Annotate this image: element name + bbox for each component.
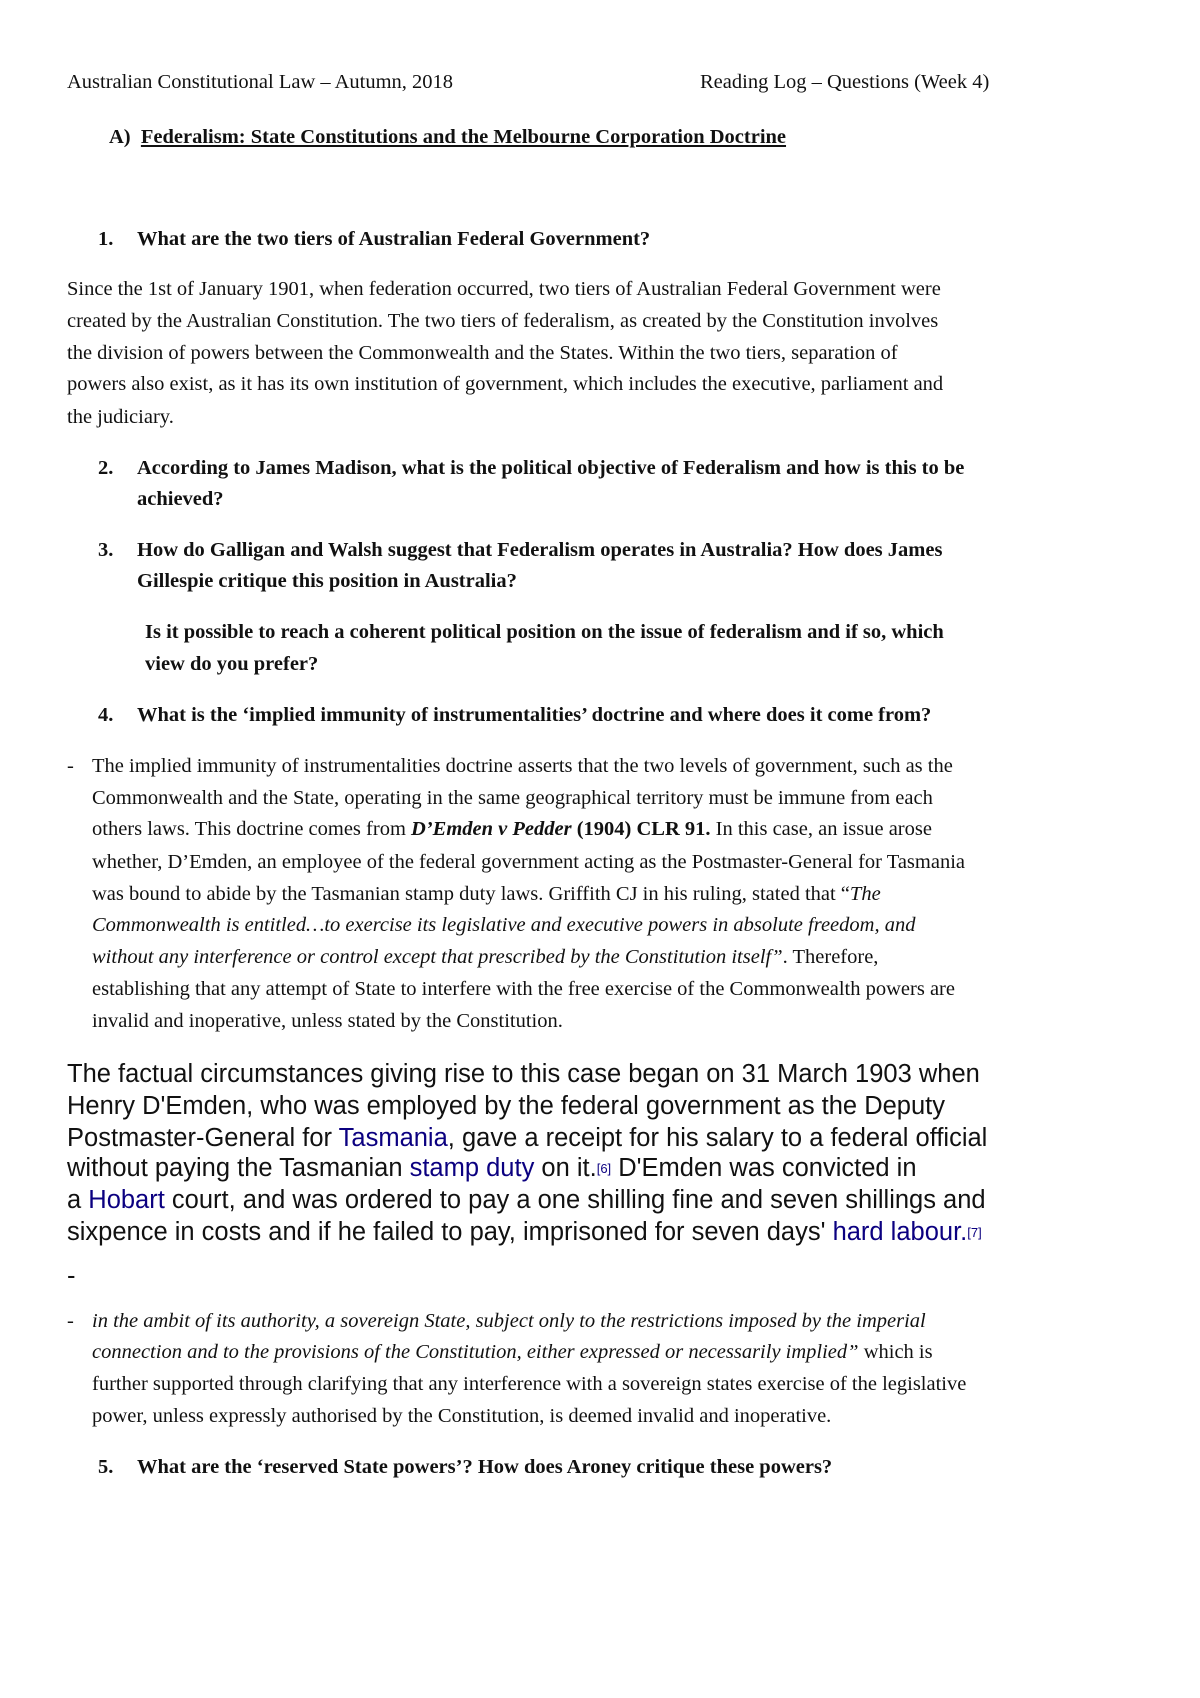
question-3-sub-line: Is it possible to reach a coherent political position on the issue of federalism and if so, which xyxy=(145,621,944,643)
pasted-line xyxy=(67,1123,987,1153)
link-stamp-duty[interactable]: stamp duty xyxy=(409,1154,535,1182)
text: which is xyxy=(858,1341,933,1363)
answer-4-line xyxy=(92,816,932,842)
answer-4b-line: in the ambit of its authority, a sovereign State, subject only to the restrictions imposed by the imperial xyxy=(92,1310,926,1332)
pasted-line: Henry D'Emden, who was employed by the federal government as the Deputy xyxy=(67,1092,945,1120)
answer-1-line: the judiciary. xyxy=(67,406,174,428)
quote-text: without any interference or control except that prescribed by the Constitution itself” xyxy=(92,946,783,968)
link-tasmania[interactable]: Tasmania xyxy=(338,1124,448,1152)
header-left: Australian Constitutional Law – Autumn, 2018 xyxy=(67,71,454,93)
text: court, and was ordered to pay a one shilling fine and seven shillings and xyxy=(164,1186,986,1214)
text: In this case, an issue arose xyxy=(710,818,932,840)
section-marker: A) xyxy=(109,126,131,148)
answer-4-line xyxy=(92,881,881,907)
text: . Therefore, xyxy=(782,946,879,968)
question-2-line: According to James Madison, what is the political objective of Federalism and how is this to be xyxy=(137,457,965,479)
section-title: Federalism: State Constitutions and the Melbourne Corporation Doctrine xyxy=(140,126,787,148)
question-1-text: What are the two tiers of Australian Federal Government? xyxy=(137,228,651,250)
link-hobart[interactable]: Hobart xyxy=(88,1186,165,1214)
text: without paying the Tasmanian xyxy=(67,1154,410,1182)
answer-1-line: Since the 1st of January 1901, when federation occurred, two tiers of Australian Federal Government were xyxy=(67,278,941,300)
question-3-line: How do Galligan and Walsh suggest that Federalism operates in Australia? How does James xyxy=(137,539,943,561)
question-5-num: 5. xyxy=(98,1456,114,1478)
text: a xyxy=(67,1186,89,1214)
text: , gave a receipt for his salary to a federal official xyxy=(447,1124,988,1152)
answer-4b-line: further supported through clarifying that any interference with a sovereign states exercise of the legislative xyxy=(92,1373,967,1395)
answer-1-line: powers also exist, as it has its own institution of government, which includes the executive, parliament and xyxy=(67,373,944,395)
question-2-num: 2. xyxy=(98,457,114,479)
answer-1-line: the division of powers between the Commonwealth and the States. Within the two tiers, separation of xyxy=(67,342,898,364)
pasted-line xyxy=(67,1217,982,1248)
empty-dash: - xyxy=(67,1262,76,1290)
link-hard-labour[interactable]: hard labour xyxy=(832,1218,961,1246)
quote-text: connection and to the provisions of the Constitution, either expressed or necessarily implied” xyxy=(92,1341,859,1363)
answer-4-line: whether, D’Emden, an employee of the federal government acting as the Postmaster-General for Tasmania xyxy=(92,851,966,873)
pasted-line xyxy=(67,1153,917,1184)
reference-6-link[interactable]: [6] xyxy=(596,1161,612,1176)
answer-4-line: The implied immunity of instrumentalities doctrine asserts that the two levels of government, such as the xyxy=(92,755,953,777)
case-name: D’Emden v Pedder xyxy=(411,818,572,840)
question-3-num: 3. xyxy=(98,539,114,561)
text: on it. xyxy=(534,1154,597,1182)
question-4-text: What is the ‘implied immunity of instrumentalities’ doctrine and where does it come from? xyxy=(137,704,932,726)
question-3-line: Gillespie critique this position in Australia? xyxy=(137,570,517,592)
pasted-line xyxy=(67,1185,986,1215)
header-right: Reading Log – Questions (Week 4) xyxy=(700,71,990,93)
text: Postmaster-General for xyxy=(67,1124,339,1152)
text: was bound to abide by the Tasmanian stamp duty laws. Griffith CJ in his ruling, stated that “ xyxy=(92,883,850,905)
answer-4-quote-line: Commonwealth is entitled…to exercise its legislative and executive powers in absolute freedom, and xyxy=(92,914,916,936)
answer-4-line: establishing that any attempt of State to interfere with the free exercise of the Commonwealth powers are xyxy=(92,978,955,1000)
bullet-dash: - xyxy=(67,1310,74,1332)
q-num: 1. xyxy=(98,228,114,250)
question-5-text: What are the ‘reserved State powers’? How does Aroney critique these powers? xyxy=(137,1456,833,1478)
question-4-num: 4. xyxy=(98,704,114,726)
question-3-sub-line: view do you prefer? xyxy=(145,653,319,675)
answer-1-line: created by the Australian Constitution. The two tiers of federalism, as created by the Constitution involves xyxy=(67,310,939,332)
text: sixpence in costs and if he failed to pay, imprisoned for seven days' xyxy=(67,1218,833,1246)
section-heading xyxy=(109,124,786,150)
question-2-line: achieved? xyxy=(137,488,224,510)
question-1 xyxy=(98,226,113,252)
quote-text: The xyxy=(849,883,881,905)
bullet-dash: - xyxy=(67,755,74,777)
text: others laws. This doctrine comes from xyxy=(92,818,412,840)
reference-7-link[interactable]: [7] xyxy=(967,1225,982,1240)
citation: (1904) CLR 91. xyxy=(571,818,711,840)
answer-4b-line: power, unless expressly authorised by the Constitution, is deemed invalid and inoperative. xyxy=(92,1405,832,1427)
answer-4b-line xyxy=(92,1339,933,1365)
answer-4-line xyxy=(92,944,878,970)
answer-4-line: invalid and inoperative, unless stated by the Constitution. xyxy=(92,1010,563,1032)
pasted-line: The factual circumstances giving rise to this case began on 31 March 1903 when xyxy=(67,1060,980,1088)
text: . xyxy=(960,1218,968,1246)
answer-4-line: Commonwealth and the State, operating in the same geographical territory must be immune from each xyxy=(92,787,933,809)
text: D'Emden was convicted in xyxy=(611,1154,917,1182)
